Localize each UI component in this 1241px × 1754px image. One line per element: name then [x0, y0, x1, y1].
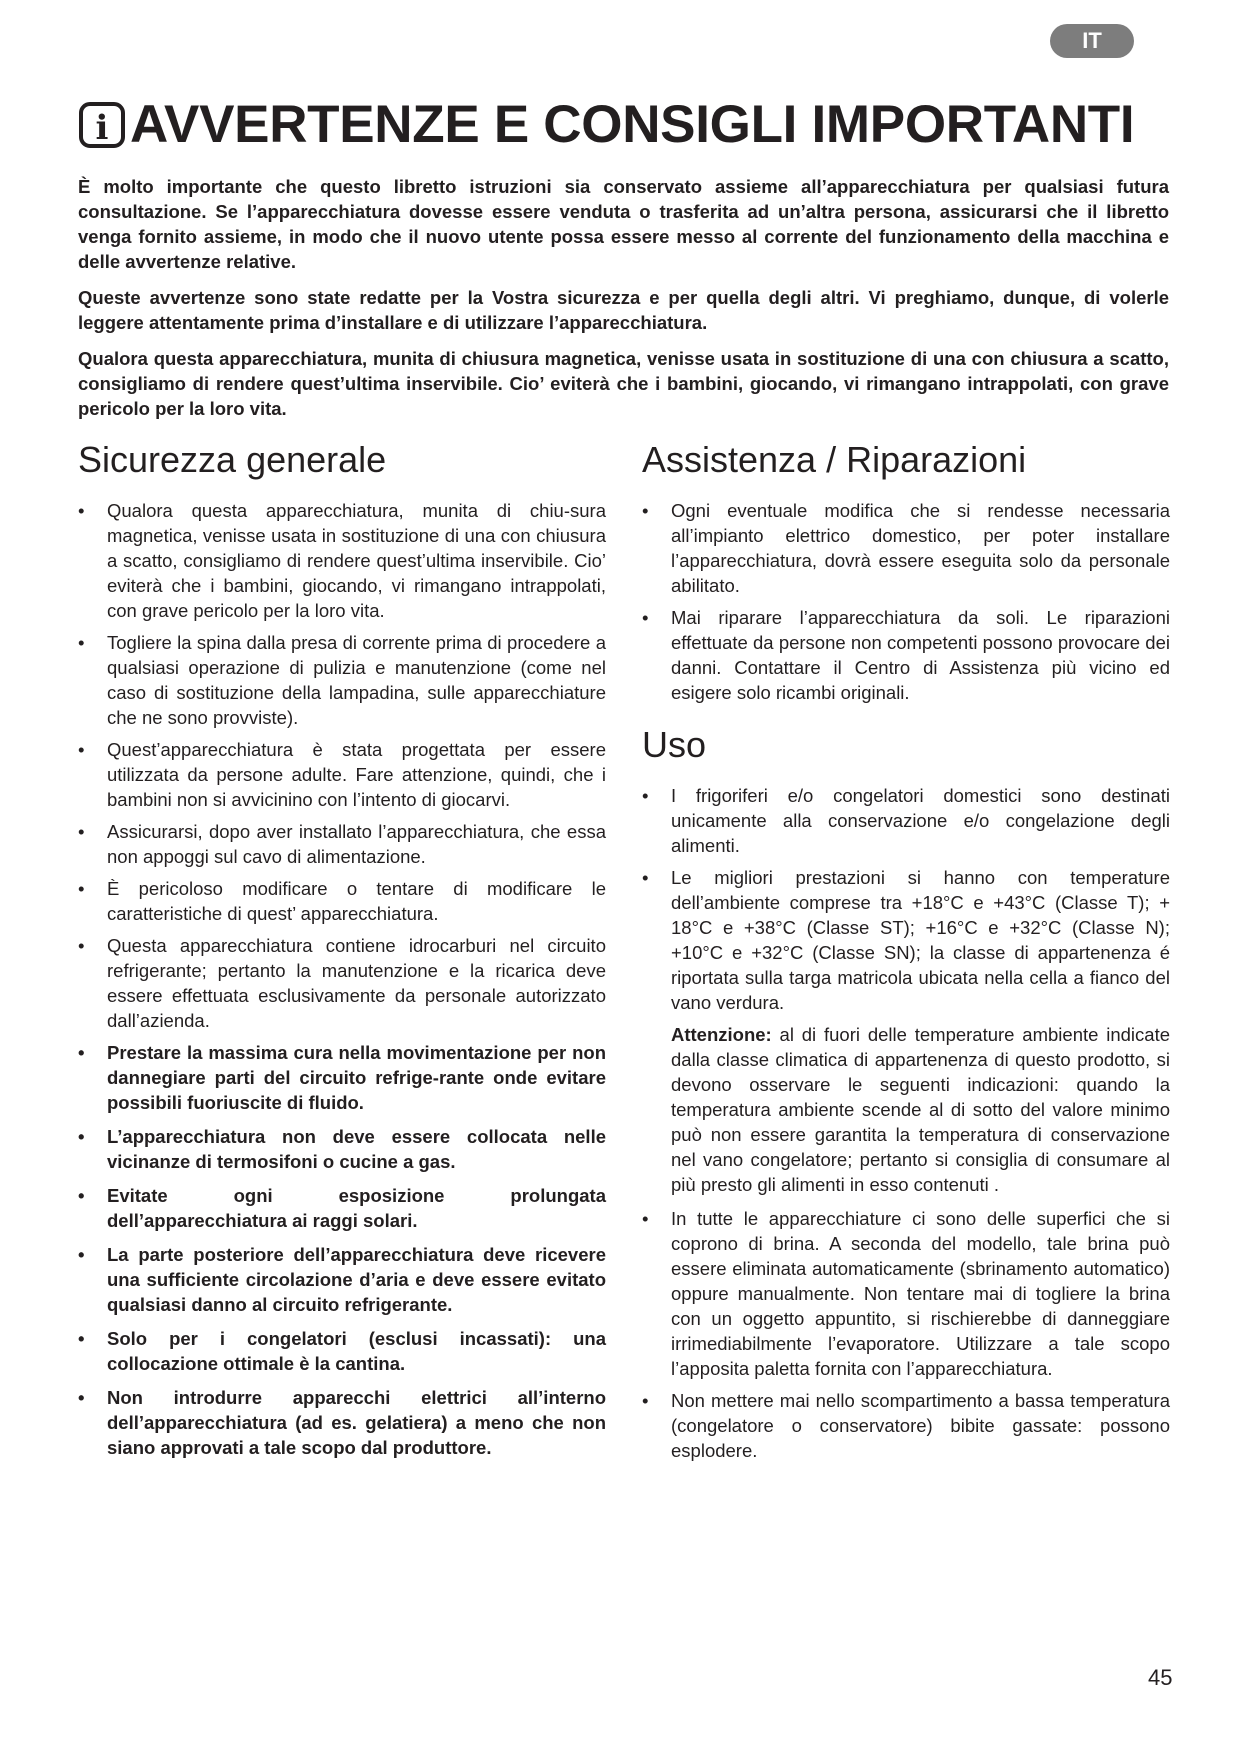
- bullet-icon: •: [78, 1244, 85, 1265]
- intro-paragraph: È molto importante che questo libretto istruzioni sia conservato assieme all’apparecchiatura per qualsiasi futura consultazione. Se l’apparecchiatura dovesse essere venduta o trasferita ad un’altra persona, assicurarsi che il libretto venga fornito assieme, in modo che il nuovo utente possa essere messo al corrente del funzionamento della macchina e delle avvertenze relative.: [78, 176, 1169, 272]
- list-item-text: Mai riparare l’apparecchiatura da soli. Le riparazioni effettuate da persone non competenti possono provocare dei danni. Contattare il Centro di Assistenza più vicino ed esigere solo ricambi originali.: [671, 607, 1170, 703]
- list-item-bold: [78, 1242, 606, 1317]
- bullet-icon: •: [78, 1387, 85, 1408]
- list-item-bold: [78, 1183, 606, 1233]
- list-item: [642, 498, 1170, 598]
- list-item-text: L’apparecchiatura non deve essere collocata nelle vicinanze di termosifoni o cucine a gas.: [107, 1126, 606, 1172]
- list-item-text: Evitate ogni esposizione prolungata dell’apparecchiatura ai raggi solari.: [107, 1185, 606, 1231]
- bullet-icon: •: [78, 935, 85, 956]
- left-column: [78, 440, 606, 1469]
- list-item-text: Non introdurre apparecchi elettrici all’interno dell’apparecchiatura (ad es. gelatiera) a meno che non siano approvati a tale scopo dal produttore.: [107, 1387, 606, 1458]
- list-item: [642, 783, 1170, 858]
- list-item-text: Solo per i congelatori (esclusi incassati): una collocazione ottimale è la cantina.: [107, 1328, 606, 1374]
- info-icon-glyph: i: [95, 107, 109, 148]
- list-item: [78, 737, 606, 812]
- bullet-icon: •: [642, 785, 649, 806]
- bullet-icon: •: [78, 878, 85, 899]
- bullet-icon: •: [642, 1208, 649, 1229]
- list-item: [78, 498, 606, 623]
- bullet-icon: •: [642, 867, 649, 888]
- bullet-icon: •: [78, 821, 85, 842]
- list-item: [642, 605, 1170, 705]
- info-icon: [78, 101, 126, 149]
- bullet-icon: •: [78, 1328, 85, 1349]
- attention-text: al di fuori delle temperature ambiente indicate dalla classe climatica di appartenenza di questo prodotto, si devono osservare le seguenti indicazioni: quando la temperatura ambiente scende al di sotto del valore minimo può non essere garantita la temperatura di conservazione nel vano congelatore; pertanto si consiglia di consumare al più presto gli alimenti in esso contenuti .: [671, 1024, 1170, 1195]
- uso-list: [642, 783, 1170, 1015]
- assistenza-list: [642, 498, 1170, 705]
- list-item-text: Le migliori prestazioni si hanno con temperature dell’ambiente comprese tra +18°C e +43°C (Classe T); + 18°C e +38°C (Classe ST); +16°C e +32°C (Classe N); +10°C e +32°C (Classe SN); la classe di appartenenza é riportata sulla targa matricola ubicata nella cella a fianco del vano verdura.: [671, 867, 1170, 1013]
- section-heading-uso: Uso: [642, 724, 707, 765]
- bullet-icon: •: [642, 607, 649, 628]
- list-item-text: Assicurarsi, dopo aver installato l’apparecchiatura, che essa non appoggi sul cavo di alimentazione.: [107, 821, 606, 867]
- bullet-icon: •: [78, 1185, 85, 1206]
- section-heading-sicurezza: Sicurezza generale: [78, 439, 387, 480]
- list-item-text: Togliere la spina dalla presa di corrente prima di procedere a qualsiasi operazione di pulizia e manutenzione (come nel caso di sostituzione della lampadina, sulle apparecchiature che ne sono provviste).: [107, 632, 606, 728]
- attention-label: Attenzione:: [671, 1024, 772, 1045]
- list-item-bold: [78, 1385, 606, 1460]
- language-badge: IT: [1050, 24, 1134, 58]
- list-item-text: Ogni eventuale modifica che si rendesse necessaria all’impianto elettrico domestico, per poter installare l’apparecchiatura, dovrà essere eseguita solo da personale abilitato.: [671, 500, 1170, 596]
- list-item-bold: [78, 1124, 606, 1174]
- bullet-icon: •: [78, 500, 85, 521]
- list-item-text: Questa apparecchiatura contiene idrocarburi nel circuito refrigerante; pertanto la manutenzione e la ricarica deve essere effettuata esclusivamente da personale autorizzato dall’azienda.: [107, 935, 606, 1031]
- sicurezza-list: [78, 498, 606, 1460]
- list-item: [78, 819, 606, 869]
- attention-note: [642, 1022, 1170, 1197]
- bullet-icon: •: [78, 1042, 85, 1063]
- list-item: [78, 933, 606, 1033]
- list-item-text: La parte posteriore dell’apparecchiatura deve ricevere una sufficiente circolazione d’aria e deve essere evitato qualsiasi danno al circuito refrigerante.: [107, 1244, 606, 1315]
- page-title: AVVERTENZE E CONSIGLI IMPORTANTI: [130, 95, 1135, 154]
- bullet-icon: •: [642, 500, 649, 521]
- list-item: [642, 1206, 1170, 1381]
- list-item: [642, 1388, 1170, 1463]
- page-number: 45: [1148, 1665, 1173, 1690]
- right-column: [642, 440, 1170, 1470]
- bullet-icon: •: [78, 739, 85, 760]
- list-item-text: È pericoloso modificare o tentare di modificare le caratteristiche di quest’ apparecchiatura.: [107, 878, 606, 924]
- bullet-icon: •: [78, 632, 85, 653]
- list-item-text: Quest’apparecchiatura è stata progettata per essere utilizzata da persone adulte. Fare attenzione, quindi, che i bambini non si avvicinino con l’intento di giocarvi.: [107, 739, 606, 810]
- intro-paragraph: Qualora questa apparecchiatura, munita di chiusura magnetica, venisse usata in sostituzione di una con chiusura a scatto, consigliamo di rendere quest’ultima inservibile. Cio’ eviterà che i bambini, giocando, vi rimangano intrappolati, con grave pericolo per la loro vita.: [78, 348, 1169, 419]
- intro-paragraph: Queste avvertenze sono state redatte per la Vostra sicurezza e per quella degli altri. Vi preghiamo, dunque, di volerle leggere attentamente prima d’installare e di utilizzare l’apparecchiatura.: [78, 287, 1169, 333]
- list-item: [642, 865, 1170, 1015]
- list-item-bold: [78, 1326, 606, 1376]
- list-item-text: Non mettere mai nello scompartimento a bassa temperatura (congelatore o conservatore) bibite gassate: possono esplodere.: [671, 1390, 1170, 1461]
- list-item: [78, 630, 606, 730]
- bullet-icon: •: [642, 1390, 649, 1411]
- list-item-bold: [78, 1040, 606, 1115]
- list-item-text: In tutte le apparecchiature ci sono delle superfici che si coprono di brina. A seconda del modello, tale brina può essere eliminata automaticamente (sbrinamento automatico) oppure manualmente. Non tentare mai di togliere la brina con un oggetto appuntito, si rischierebbe di danneggiare irrimediabilmente l’evaporatore. Utilizzare a tale scopo l’apposita paletta fornita con l’apparecchiatura.: [671, 1208, 1170, 1379]
- section-heading-assistenza: Assistenza / Riparazioni: [642, 439, 1027, 480]
- page-header: [78, 95, 1135, 154]
- intro-section: [78, 174, 1169, 432]
- list-item-text: Prestare la massima cura nella movimentazione per non dannegiare parti del circuito refrige-rante onde evitare possibili fuoriuscite di fluido.: [107, 1042, 606, 1113]
- list-item-text: Qualora questa apparecchiatura, munita di chiu-sura magnetica, venisse usata in sostituzione di una con chiusura a scatto, consigliamo di rendere quest’ultima inservibile. Cio’ eviterà che i bambini, giocando, vi rimangano intrappolati, con grave pericolo per la loro vita.: [107, 500, 606, 621]
- bullet-icon: •: [78, 1126, 85, 1147]
- uso-list-continued: [642, 1206, 1170, 1463]
- list-item: [78, 876, 606, 926]
- list-item-text: I frigoriferi e/o congelatori domestici sono destinati unicamente alla conservazione e/o congelazione degli alimenti.: [671, 785, 1170, 856]
